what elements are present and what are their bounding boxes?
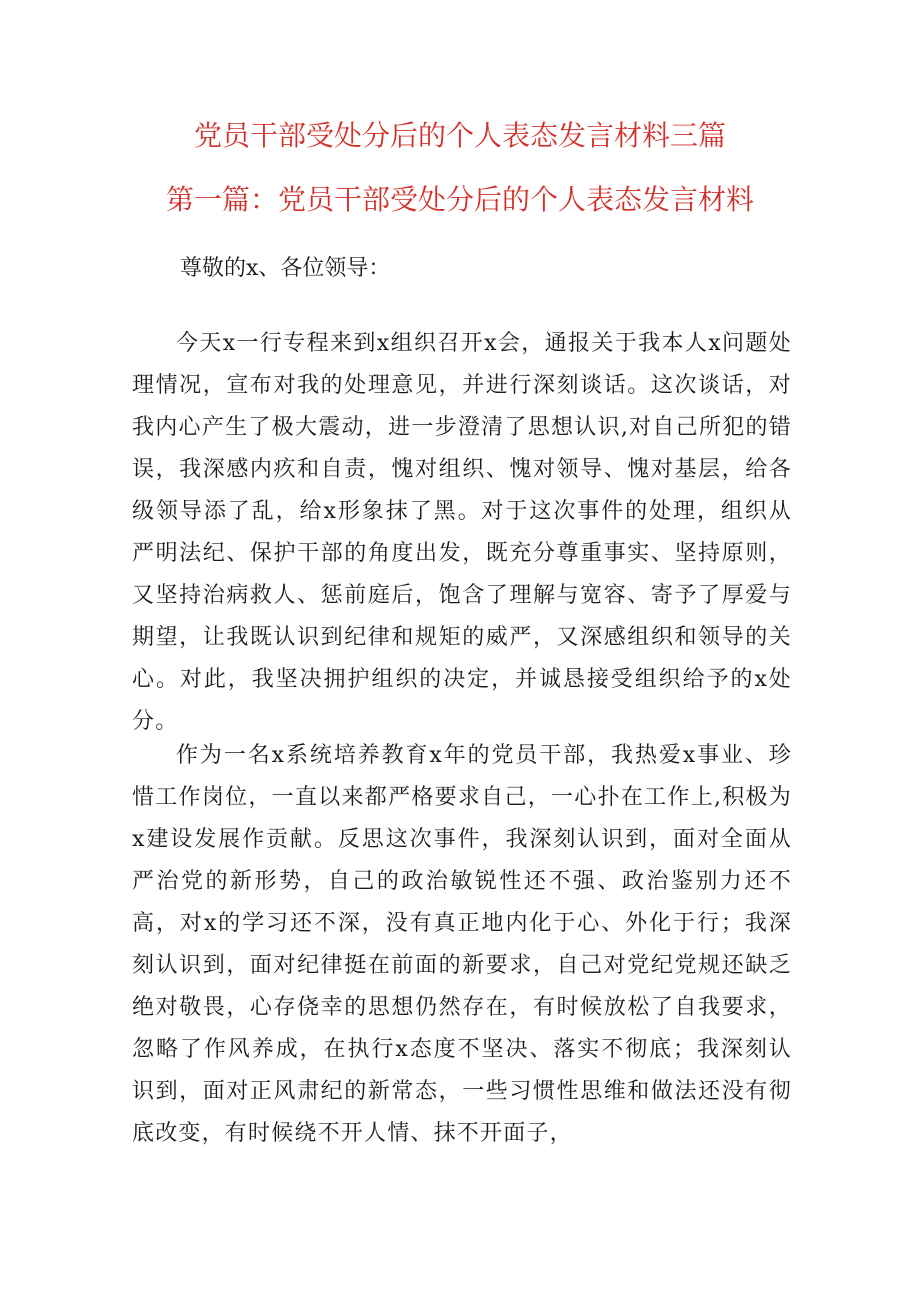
document-title: 党员干部受处分后的个人表态发言材料三篇	[193, 119, 726, 152]
document-subtitle: 第一篇：党员干部受处分后的个人表态发言材料	[165, 183, 754, 216]
body-paragraph-2: 作为一名x系统培养教育x年的党员干部，我热爱x事业、珍惜工作岗位，一直以来都严格要求自己，一心扑在工作上,积极为x建设发展作贡献。反思这次事件，我深刻认识到，面对全面从严治党的新形势，自己的政治敏锐性还不强、政治鉴别力还不高，对x的学习还不深，没有真正地内化于心、外化于行；我深刻认识到，面对纪律挺在前面的新要求，自己对党纪党规还缺乏绝对敬畏，心存侥幸的思想仍然存在，有时候放松了自我要求，忽略了作风养成，在执行x态度不坚决、落实不彻底；我深刻认识到，面对正风肃纪的新常态，一些习惯性思维和做法还没有彻底改变，有时候绕不开人情、抹不开面子，	[132, 743, 792, 1146]
salutation: 尊敬的x、各位领导：	[180, 256, 391, 281]
body-paragraph-1: 今天x一行专程来到x组织召开x会，通报关于我本人x问题处理情况，宣布对我的处理意见，并进行深刻谈话。这次谈话，对我内心产生了极大震动，进一步澄清了思想认识,对自己所犯的错误，我深感内疚和自责，愧对组织、愧对领导、愧对基层，给各级领导添了乱，给x形象抹了黑。对于这次事件的处理，组织从严明法纪、保护干部的角度出发，既充分尊重事实、坚持原则，又坚持治病救人、惩前庭后，饱含了理解与宽容、寄予了厚爱与期望，让我既认识到纪律和规矩的威严，又深感组织和领导的关心。对此，我坚决拥护组织的决定，并诚恳接受组织给予的x处分。	[132, 331, 792, 734]
